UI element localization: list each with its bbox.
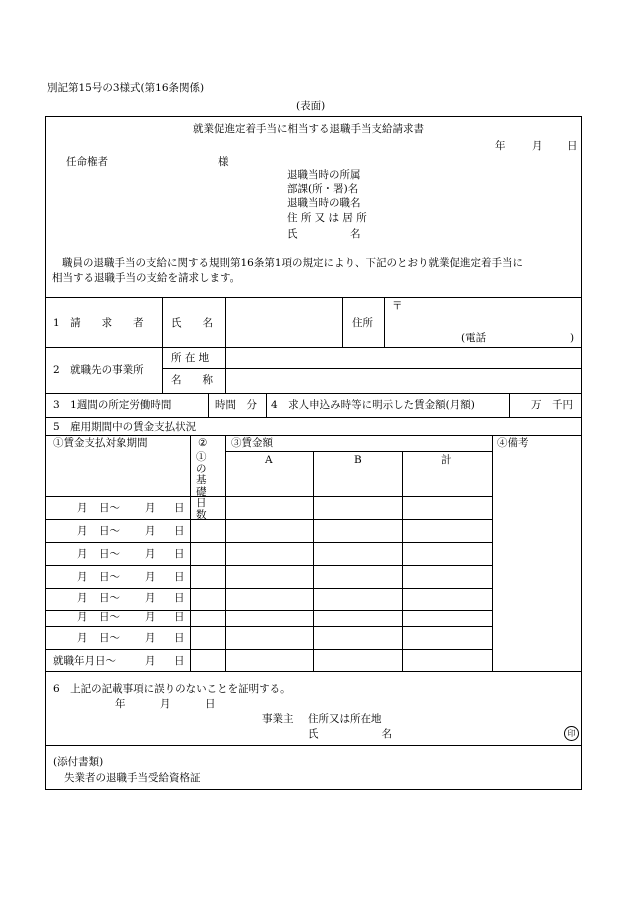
row6-year: 年 — [115, 698, 126, 710]
row5-label: 5 雇用期間中の賃金支払状況 — [53, 421, 197, 433]
row1-address-label: 住所 — [352, 317, 373, 329]
employer-address: 住所又は所在地 — [308, 713, 382, 725]
row1-address-field[interactable] — [386, 299, 580, 329]
form-title: 就業促進定着手当に相当する退職手当支給請求書 — [193, 123, 424, 135]
date-year: 年 — [495, 140, 506, 152]
employer-name: 氏 名 — [308, 728, 392, 740]
appointer-honorific: 様 — [218, 156, 229, 168]
date-month: 月 — [532, 140, 543, 152]
row2-label: 2 就職先の事業所 — [53, 364, 144, 376]
claimant-name: 氏 名 — [287, 228, 361, 240]
claimant-dept: 退職当時の所属 — [287, 169, 361, 181]
claimant-position: 退職当時の職名 — [287, 197, 361, 209]
row3-hours-unit: 時間 分 — [215, 399, 257, 411]
row4-wage-unit: 万 千円 — [531, 399, 573, 411]
col3-sub-a: A — [265, 454, 273, 466]
form-label: 別記第15号の3様式(第16条関係) — [47, 82, 205, 94]
claimant-address: 住 所 又 は 居 所 — [287, 212, 367, 224]
row1-name-field[interactable] — [227, 299, 340, 345]
attachments-heading: (添付書類) — [53, 756, 104, 768]
col3-sub-b: B — [354, 454, 362, 466]
row4-wage-label: 4 求人申込み時等に明示した賃金額(月額) — [271, 399, 475, 411]
row3-label: 3 1週間の所定労働時間 — [53, 399, 172, 411]
col1-header: ①賃金支払対象期間 — [53, 437, 148, 449]
row2-location-label: 所 在 地 — [171, 352, 210, 364]
phone-close: ) — [570, 332, 575, 344]
attachments-item: 失業者の退職手当受給資格証 — [64, 772, 201, 784]
claimant-section: 部課(所・署)名 — [287, 183, 359, 195]
postal-mark: 〒 — [392, 300, 403, 312]
row1-name-label: 氏 名 — [171, 317, 213, 329]
intro-line-2: 相当する退職手当の支給を請求します。 — [52, 272, 241, 284]
col2-header-num: ② — [198, 437, 208, 449]
row1-label: 1 請 求 者 — [53, 317, 144, 329]
phone-label: (電話 — [461, 332, 487, 344]
appointer-label: 任命権者 — [66, 156, 108, 168]
row2-name-label: 名 称 — [171, 374, 213, 386]
col4-header: ④備考 — [497, 437, 529, 449]
row6-day: 日 — [205, 698, 216, 710]
row2-name-field[interactable] — [227, 370, 580, 392]
col3-header: ③賃金額 — [231, 437, 273, 449]
col2-header-text: ①の基礎日数 — [196, 451, 207, 521]
row6-month: 月 — [160, 698, 171, 710]
side-label: (表面) — [296, 100, 326, 112]
col3-sub-total: 計 — [441, 454, 452, 466]
seal-icon: 印 — [564, 726, 579, 741]
employer-label: 事業主 — [262, 713, 294, 725]
intro-line-1: 職員の退職手当の支給に関する規則第16条第1項の規定により、下記のとおり就業促進定着手当に — [62, 257, 524, 269]
date-day: 日 — [567, 140, 578, 152]
row2-location-field[interactable] — [227, 349, 580, 367]
row6-statement: 6 上記の記載事項に誤りのないことを証明する。 — [53, 683, 291, 695]
